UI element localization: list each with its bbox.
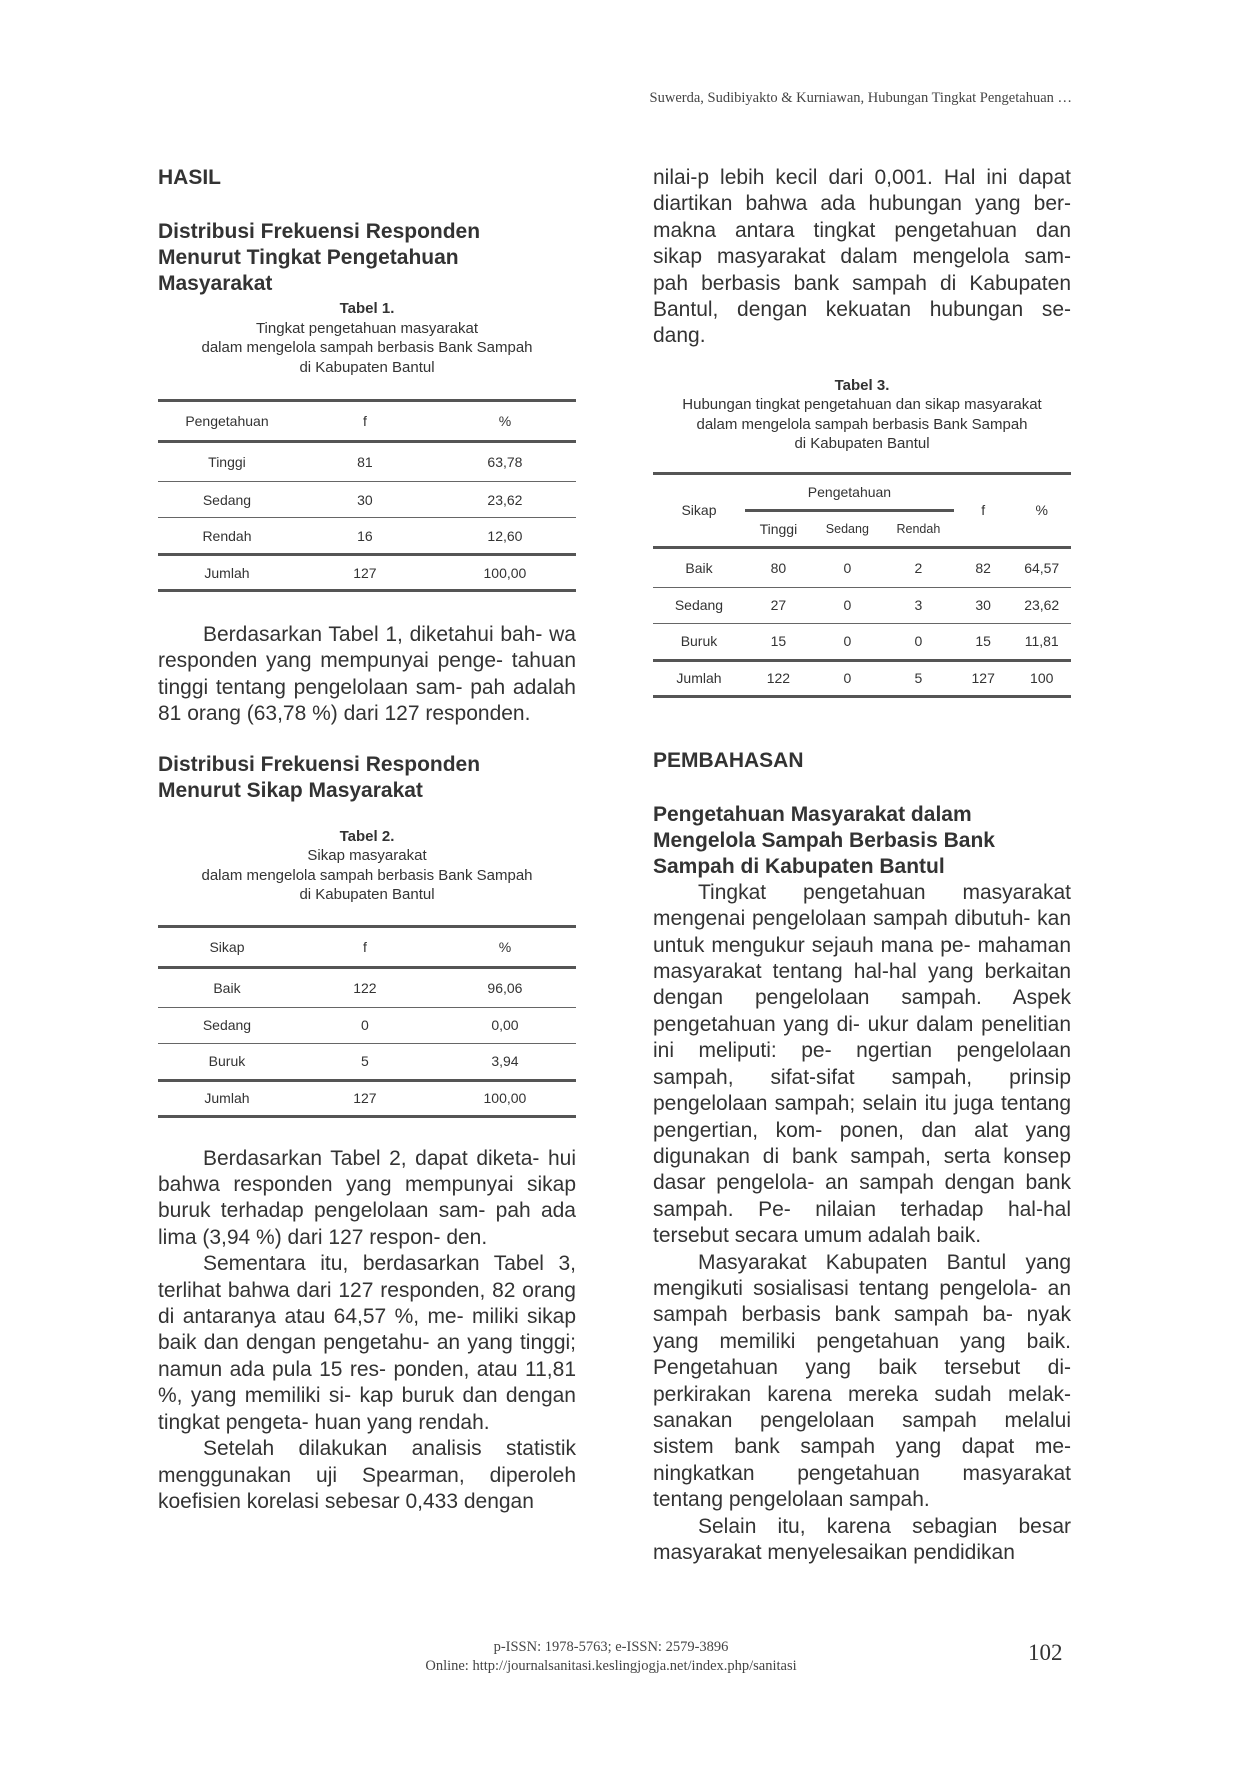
table-cell: 122 [745,660,812,696]
table1 [158,399,576,592]
table-cell: 3,94 [434,1043,576,1080]
table3-subheader-cell: Rendah [883,510,954,547]
subheading-pengetahuan-masyarakat: Pengetahuan Masyarakat dalam Mengelola Sampah Berbasis Bank Sampah di Kabupaten Bantul [653,802,995,878]
table-cell: 63,78 [434,442,576,482]
paragraph-table3-result: Sementara itu, berdasarkan Tabel 3, terlihat bahwa dari 127 responden, 82 orang di antaranya atau 64,57 %, me- miliki sikap baik dan dengan pengetahu- an yang tinggi; namun ada pula 15 res- ponden, atau 11,81 %, yang memiliki si- kap buruk dan dengan tingkat pengeta- huan yang rendah. [158,1252,577,1434]
left-column [158,165,576,1515]
table-cell: 15 [954,623,1013,660]
table-cell: Sedang [653,587,745,623]
table-total-row [653,660,1071,696]
table-cell: 127 [954,660,1013,696]
footer-online-url: Online: http://journalsanitasi.keslingjogja.net/index.php/sanitasi [425,1658,797,1674]
table-cell: 5 [883,660,954,696]
table-row [158,518,576,555]
table-cell: 11,81 [1012,623,1071,660]
table-cell: 27 [745,587,812,623]
table-cell: Baik [158,967,296,1007]
table-cell: Jumlah [158,1080,296,1116]
table-cell: 0 [812,587,883,623]
table1-caption: Tabel 1. Tingkat pengetahuan masyarakat dalam mengelola sampah berbasis Bank Sampah di Kabupaten Bantul [201,300,533,376]
table-cell: 96,06 [434,967,576,1007]
table-cell: 30 [296,482,434,518]
paragraph-table1-result: Berdasarkan Tabel 1, diketahui bah- wa responden yang mempunyai penge- tahuan tinggi tentang pengelolaan sam- pah adalah 81 orang (63,78 %) dari 127 responden. [158,623,576,726]
table-cell: 0 [812,623,883,660]
paragraph-table2-result: Berdasarkan Tabel 2, dapat diketa- hui bahwa responden yang mempunyai sikap buruk terhadap pengelolaan sam- pah ada lima (3,94 %) dari 127 respon- den. [158,1146,577,1249]
table-cell: 30 [954,587,1013,623]
table3-header-pengetahuan: Pengetahuan [745,473,954,510]
table3-header-row [653,473,1071,510]
table-cell: Jumlah [158,555,296,591]
table2-header-row [158,926,576,967]
table1-header-row [158,401,576,442]
table2-header-cell: % [434,926,576,967]
table-cell: 100 [1012,660,1071,696]
table-cell: 81 [296,442,434,482]
table-cell: Sedang [158,1007,296,1043]
running-head: Suwerda, Sudibiyakto & Kurniawan, Hubungan Tingkat Pengetahuan … [649,90,1072,106]
paragraph-pembahasan-1: Tingkat pengetahuan masyarakat mengenai pengelolaan sampah dibutuh- kan untuk mengukur sejauh mana pe- mahaman masyarakat tentang hal-hal yang berkaitan dengan pengelolaan sampah. Aspek pengetahuan yang di- ukur dalam penelitian ini meliputi: pe- ngertian pengelolaan sampah, sifat-sifat sampah, prinsip pengelolaan sampah; selain itu juga tentang pengertian, kom- ponen, dan alat yang digunakan di bank sampah, serta konsep dasar pengelola- an sampah dengan bank sampah. Pe- nilaian terhadap hal-hal tersebut secara umum adalah baik. [653,880,1072,1248]
table-cell: 16 [296,518,434,555]
table-cell: 23,62 [434,482,576,518]
page-number: 102 [1028,1640,1063,1665]
table1-header-cell: f [296,401,434,442]
table3-caption: Tabel 3. Hubungan tingkat pengetahuan dan sikap masyarakat dalam mengelola sampah berbasis Bank Sampah di Kabupaten Bantul [682,376,1042,453]
table-row [653,623,1071,660]
table-cell: 0 [812,547,883,587]
footer-issn: p-ISSN: 1978-5763; e-ISSN: 2579-3896 [493,1639,729,1655]
table1-header-cell: % [434,401,576,442]
subheading-sikap: Distribusi Frekuensi Responden Menurut Sikap Masyarakat [158,752,481,802]
table-cell: 12,60 [434,518,576,555]
table-cell: 0 [296,1007,434,1043]
table-row [653,547,1071,587]
table-row [158,482,576,518]
table3-header-sikap: Sikap [653,473,745,547]
table2-caption: Tabel 2. Sikap masyarakat dalam mengelola sampah berbasis Bank Sampah di Kabupaten Bantul [201,827,533,904]
table-total-row [158,1080,576,1116]
table-row [653,587,1071,623]
table-row [158,1043,576,1080]
table3 [653,472,1071,698]
table-cell: Sedang [158,482,296,518]
table-cell: 80 [745,547,812,587]
table-cell: 122 [296,967,434,1007]
table-row [158,967,576,1007]
table-total-row [158,555,576,591]
table-cell: 127 [296,1080,434,1116]
table-cell: Rendah [158,518,296,555]
table-cell: 23,62 [1012,587,1071,623]
table1-header-cell: Pengetahuan [158,401,296,442]
right-column [653,165,1071,1566]
table3-header-percent: % [1012,473,1071,547]
table-cell: 2 [883,547,954,587]
table-cell: 3 [883,587,954,623]
table-row [158,442,576,482]
table2 [158,925,576,1118]
table-cell: 82 [954,547,1013,587]
paragraph-pembahasan-2: Masyarakat Kabupaten Bantul yang mengikuti sosialisasi tentang pengelola- an sampah berbasis bank sampah ba- nyak yang memiliki pengetahuan yang baik. Pengetahuan yang baik tersebut di- perkirakan karena mereka sudah melak- sanakan pengelolaan sampah melalui sistem bank sampah yang dapat me- ningkatkan pengetahuan masyarakat tentang pengelolaan sampah. [653,1250,1071,1512]
table-cell: Buruk [158,1043,296,1080]
table3-subheader-cell: Tinggi [745,510,812,547]
table3-header-f: f [954,473,1013,547]
table-cell: 0 [883,623,954,660]
table-cell: 0,00 [434,1007,576,1043]
table-cell: 5 [296,1043,434,1080]
table-cell: Buruk [653,623,745,660]
subheading-pengetahuan: Distribusi Frekuensi Responden Menurut Tingkat Pengetahuan Masyarakat [158,220,481,295]
table-cell: 64,57 [1012,547,1071,587]
table-cell: Baik [653,547,745,587]
section-title-pembahasan: PEMBAHASAN [653,748,804,772]
table-cell: 100,00 [434,1080,576,1116]
table2-header-cell: f [296,926,434,967]
paragraph-pembahasan-3: Selain itu, karena sebagian besar masyarakat menyelesaikan pendidikan [653,1514,1071,1564]
paragraph-spearman-continued: nilai-p lebih kecil dari 0,001. Hal ini dapat diartikan bahwa ada hubungan yang ber- makna antara tingkat pengetahuan dan sikap masyarakat dalam mengelola sam- pah berbasis bank sampah di Kabupaten Bantul, dengan kekuatan hubungan se- dang. [653,166,1071,348]
paragraph-spearman: Setelah dilakukan analisis statistik menggunakan uji Spearman, diperoleh koefisien korelasi sebesar 0,433 dengan [158,1437,576,1513]
table-cell: 100,00 [434,555,576,591]
table3-subheader-cell: Sedang [812,510,883,547]
table-cell: 0 [812,660,883,696]
table-cell: Tinggi [158,442,296,482]
table-cell: 127 [296,555,434,591]
section-title-hasil: HASIL [158,166,221,189]
table2-header-cell: Sikap [158,926,296,967]
table-row [158,1007,576,1043]
table-cell: Jumlah [653,660,745,696]
table-cell: 15 [745,623,812,660]
